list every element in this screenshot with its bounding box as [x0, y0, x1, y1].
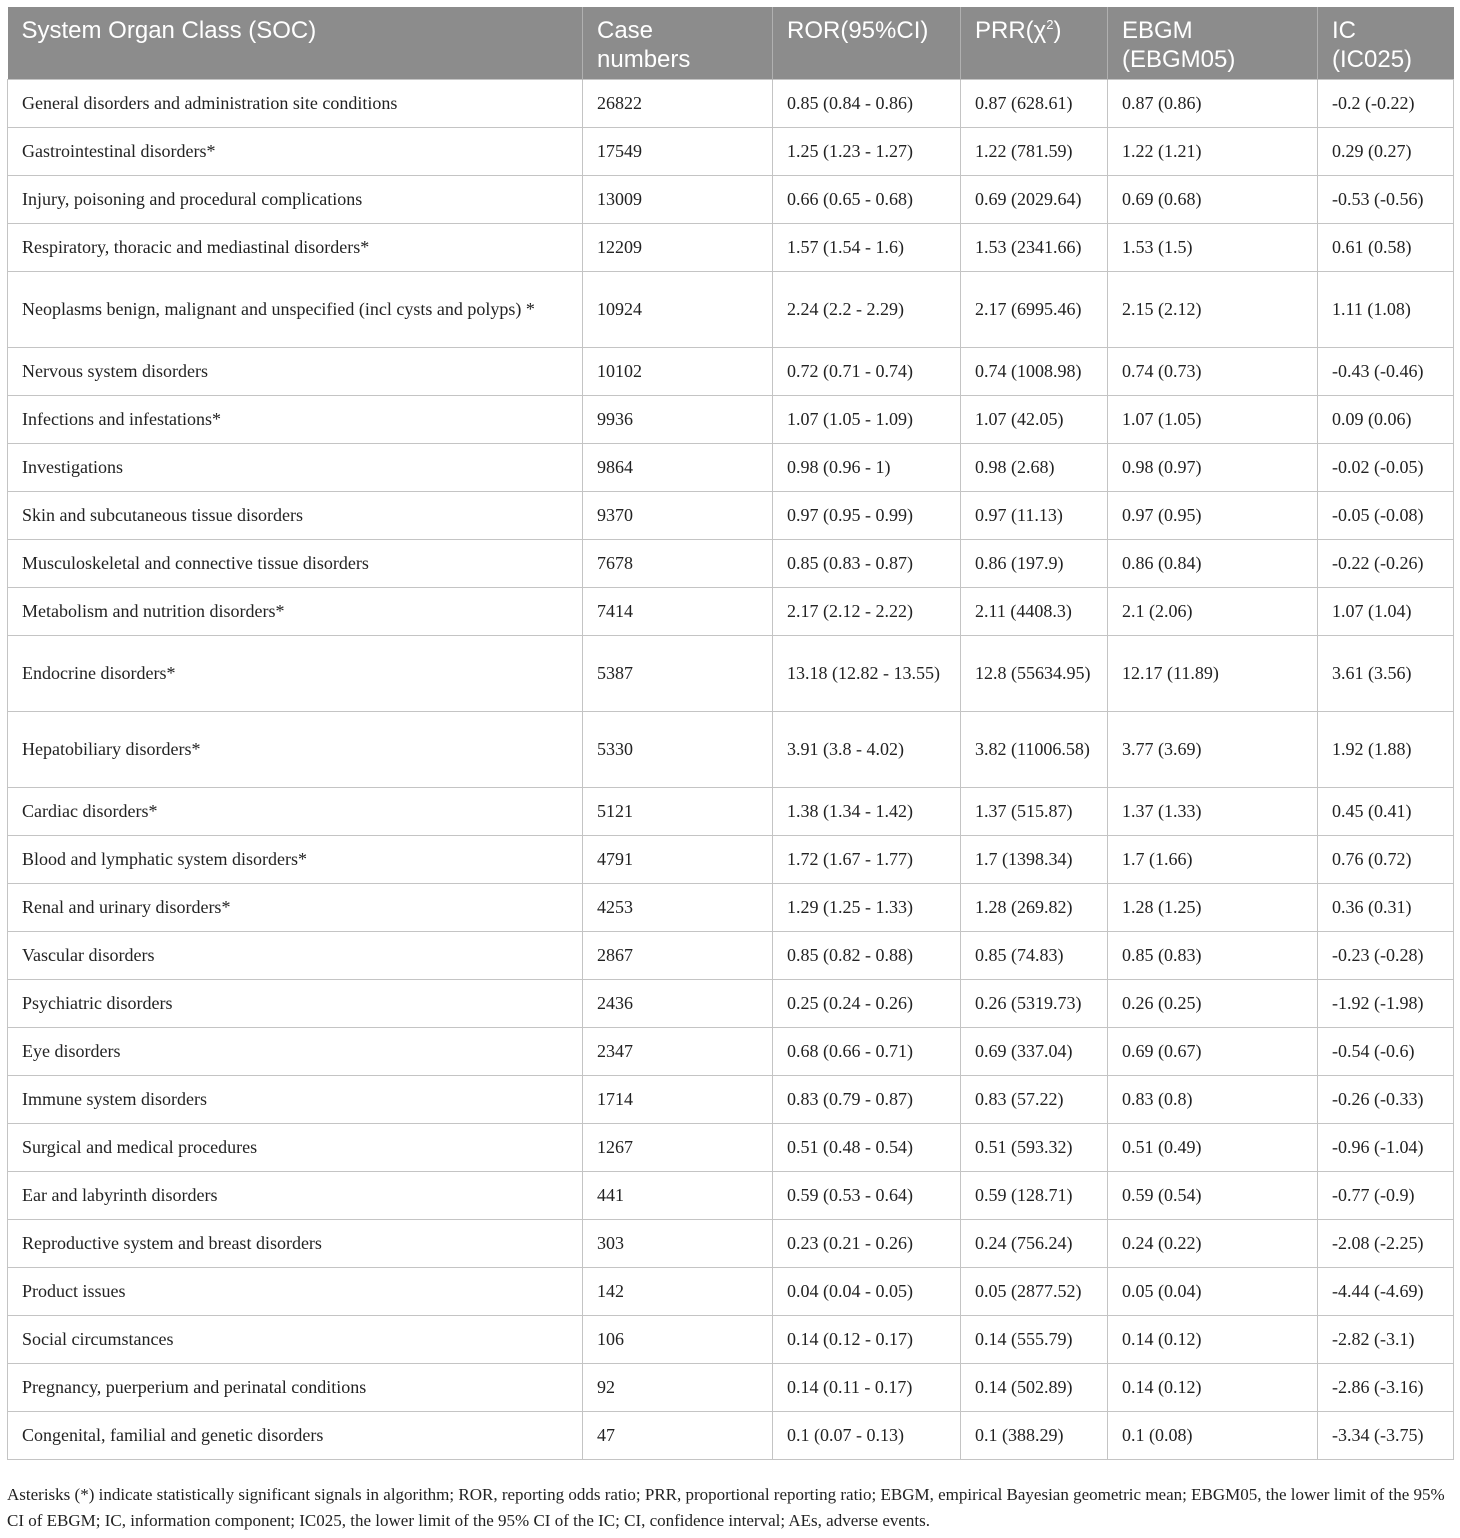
soc-cell: Congenital, familial and genetic disorders	[8, 1411, 583, 1459]
ror-cell: 0.59 (0.53 - 0.64)	[773, 1171, 961, 1219]
soc-cell: Neoplasms benign, malignant and unspecified (incl cysts and polyps) *	[8, 271, 583, 347]
prr-cell: 0.69 (337.04)	[961, 1027, 1108, 1075]
soc-cell: Product issues	[8, 1267, 583, 1315]
prr-cell: 0.98 (2.68)	[961, 443, 1108, 491]
table-row	[8, 223, 1454, 271]
table-row	[8, 1219, 1454, 1267]
table-row	[8, 883, 1454, 931]
ic-cell: 1.07 (1.04)	[1318, 587, 1454, 635]
case-count-cell: 441	[583, 1171, 773, 1219]
prr-cell: 0.24 (756.24)	[961, 1219, 1108, 1267]
table-row	[8, 587, 1454, 635]
ebgm-cell: 3.77 (3.69)	[1108, 711, 1318, 787]
prr-cell: 2.17 (6995.46)	[961, 271, 1108, 347]
soc-cell: Psychiatric disorders	[8, 979, 583, 1027]
table-row	[8, 79, 1454, 127]
soc-cell: Investigations	[8, 443, 583, 491]
table-row	[8, 711, 1454, 787]
ic-cell: 1.11 (1.08)	[1318, 271, 1454, 347]
case-count-cell: 2867	[583, 931, 773, 979]
ror-cell: 0.72 (0.71 - 0.74)	[773, 347, 961, 395]
prr-cell: 0.51 (593.32)	[961, 1123, 1108, 1171]
soc-cell: Endocrine disorders*	[8, 635, 583, 711]
case-count-cell: 9936	[583, 395, 773, 443]
case-count-cell: 26822	[583, 79, 773, 127]
table-row	[8, 931, 1454, 979]
ic-cell: -0.53 (-0.56)	[1318, 175, 1454, 223]
soc-signal-table	[7, 7, 1454, 1460]
ror-cell: 1.57 (1.54 - 1.6)	[773, 223, 961, 271]
ic-cell: 0.36 (0.31)	[1318, 883, 1454, 931]
soc-cell: Skin and subcutaneous tissue disorders	[8, 491, 583, 539]
table-row	[8, 175, 1454, 223]
case-count-cell: 9864	[583, 443, 773, 491]
prr-cell: 0.85 (74.83)	[961, 931, 1108, 979]
ic-cell: 0.09 (0.06)	[1318, 395, 1454, 443]
soc-cell: Musculoskeletal and connective tissue disorders	[8, 539, 583, 587]
case-count-cell: 4253	[583, 883, 773, 931]
soc-cell: Vascular disorders	[8, 931, 583, 979]
ebgm-cell: 0.24 (0.22)	[1108, 1219, 1318, 1267]
header-row	[8, 7, 1454, 79]
ror-cell: 0.66 (0.65 - 0.68)	[773, 175, 961, 223]
ebgm-cell: 2.1 (2.06)	[1108, 587, 1318, 635]
ebgm-cell: 0.05 (0.04)	[1108, 1267, 1318, 1315]
case-count-cell: 4791	[583, 835, 773, 883]
ror-cell: 13.18 (12.82 - 13.55)	[773, 635, 961, 711]
prr-cell: 0.87 (628.61)	[961, 79, 1108, 127]
prr-cell: 0.26 (5319.73)	[961, 979, 1108, 1027]
prr-cell: 0.1 (388.29)	[961, 1411, 1108, 1459]
ebgm-cell: 0.59 (0.54)	[1108, 1171, 1318, 1219]
ic-cell: 0.61 (0.58)	[1318, 223, 1454, 271]
ror-cell: 1.38 (1.34 - 1.42)	[773, 787, 961, 835]
case-count-cell: 5387	[583, 635, 773, 711]
ror-cell: 0.98 (0.96 - 1)	[773, 443, 961, 491]
soc-cell: Blood and lymphatic system disorders*	[8, 835, 583, 883]
ror-cell: 1.25 (1.23 - 1.27)	[773, 127, 961, 175]
table-row	[8, 1267, 1454, 1315]
table-row	[8, 1027, 1454, 1075]
prr-cell: 0.97 (11.13)	[961, 491, 1108, 539]
ebgm-cell: 1.37 (1.33)	[1108, 787, 1318, 835]
table-row	[8, 1171, 1454, 1219]
ebgm-cell: 1.7 (1.66)	[1108, 835, 1318, 883]
header-ic: IC (IC025)	[1318, 7, 1454, 79]
ic-cell: -2.82 (-3.1)	[1318, 1315, 1454, 1363]
ebgm-cell: 0.14 (0.12)	[1108, 1363, 1318, 1411]
table-row	[8, 1315, 1454, 1363]
ror-cell: 0.85 (0.82 - 0.88)	[773, 931, 961, 979]
ebgm-cell: 0.69 (0.67)	[1108, 1027, 1318, 1075]
ror-cell: 1.29 (1.25 - 1.33)	[773, 883, 961, 931]
prr-cell: 2.11 (4408.3)	[961, 587, 1108, 635]
table-row	[8, 1363, 1454, 1411]
ic-cell: -0.54 (-0.6)	[1318, 1027, 1454, 1075]
case-count-cell: 7414	[583, 587, 773, 635]
ic-cell: 0.29 (0.27)	[1318, 127, 1454, 175]
ebgm-cell: 1.22 (1.21)	[1108, 127, 1318, 175]
ic-cell: -3.34 (-3.75)	[1318, 1411, 1454, 1459]
soc-cell: Infections and infestations*	[8, 395, 583, 443]
ebgm-cell: 1.07 (1.05)	[1108, 395, 1318, 443]
soc-cell: Social circumstances	[8, 1315, 583, 1363]
table-row	[8, 1075, 1454, 1123]
ebgm-cell: 0.98 (0.97)	[1108, 443, 1318, 491]
case-count-cell: 106	[583, 1315, 773, 1363]
soc-cell: Immune system disorders	[8, 1075, 583, 1123]
table-row	[8, 1411, 1454, 1459]
ebgm-cell: 0.51 (0.49)	[1108, 1123, 1318, 1171]
ror-cell: 2.17 (2.12 - 2.22)	[773, 587, 961, 635]
ic-cell: 3.61 (3.56)	[1318, 635, 1454, 711]
case-count-cell: 5330	[583, 711, 773, 787]
soc-cell: General disorders and administration site conditions	[8, 79, 583, 127]
ror-cell: 0.14 (0.12 - 0.17)	[773, 1315, 961, 1363]
ic-cell: -2.86 (-3.16)	[1318, 1363, 1454, 1411]
table-row	[8, 491, 1454, 539]
ror-cell: 0.23 (0.21 - 0.26)	[773, 1219, 961, 1267]
ebgm-cell: 0.97 (0.95)	[1108, 491, 1318, 539]
ebgm-cell: 1.53 (1.5)	[1108, 223, 1318, 271]
prr-cell: 1.07 (42.05)	[961, 395, 1108, 443]
soc-cell: Ear and labyrinth disorders	[8, 1171, 583, 1219]
soc-cell: Nervous system disorders	[8, 347, 583, 395]
soc-cell: Respiratory, thoracic and mediastinal disorders*	[8, 223, 583, 271]
ror-cell: 0.1 (0.07 - 0.13)	[773, 1411, 961, 1459]
ror-cell: 1.07 (1.05 - 1.09)	[773, 395, 961, 443]
soc-cell: Pregnancy, puerperium and perinatal conditions	[8, 1363, 583, 1411]
table-row	[8, 127, 1454, 175]
table-body	[8, 79, 1454, 1459]
ebgm-cell: 0.85 (0.83)	[1108, 931, 1318, 979]
prr-cell: 1.22 (781.59)	[961, 127, 1108, 175]
ic-cell: -4.44 (-4.69)	[1318, 1267, 1454, 1315]
table-row	[8, 347, 1454, 395]
ebgm-cell: 0.69 (0.68)	[1108, 175, 1318, 223]
soc-table-container	[7, 7, 1453, 1460]
ror-cell: 0.85 (0.84 - 0.86)	[773, 79, 961, 127]
prr-cell: 1.53 (2341.66)	[961, 223, 1108, 271]
table-footnote: Asterisks (*) indicate statistically significant signals in algorithm; ROR, reporting odds ratio; PRR, proportional reporting ratio; EBGM, empirical Bayesian geometric mean; EBGM05, the lower limit of the 95% CI of EBGM; IC, information component; IC025, the lower limit of the 95% CI of the IC; CI, confidence interval; AEs, adverse events.	[7, 1485, 1445, 1530]
header-ror: ROR(95%CI)	[773, 7, 961, 79]
soc-cell: Hepatobiliary disorders*	[8, 711, 583, 787]
ic-cell: -0.77 (-0.9)	[1318, 1171, 1454, 1219]
ebgm-cell: 0.1 (0.08)	[1108, 1411, 1318, 1459]
header-ebgm: EBGM (EBGM05)	[1108, 7, 1318, 79]
ebgm-cell: 0.83 (0.8)	[1108, 1075, 1318, 1123]
ror-cell: 3.91 (3.8 - 4.02)	[773, 711, 961, 787]
header-prr: $PRR(\chi^2)$	[961, 7, 1108, 79]
case-count-cell: 10102	[583, 347, 773, 395]
prr-cell: 3.82 (11006.58)	[961, 711, 1108, 787]
prr-cell: 1.7 (1398.34)	[961, 835, 1108, 883]
header-soc: System Organ Class (SOC)	[8, 7, 583, 79]
prr-cell: 0.69 (2029.64)	[961, 175, 1108, 223]
prr-cell: 0.05 (2877.52)	[961, 1267, 1108, 1315]
soc-cell: Eye disorders	[8, 1027, 583, 1075]
case-count-cell: 1714	[583, 1075, 773, 1123]
table-row	[8, 443, 1454, 491]
soc-cell: Injury, poisoning and procedural complications	[8, 175, 583, 223]
soc-cell: Cardiac disorders*	[8, 787, 583, 835]
ic-cell: -2.08 (-2.25)	[1318, 1219, 1454, 1267]
ror-cell: 0.04 (0.04 - 0.05)	[773, 1267, 961, 1315]
prr-cell: 12.8 (55634.95)	[961, 635, 1108, 711]
table-row	[8, 271, 1454, 347]
ic-cell: -0.23 (-0.28)	[1318, 931, 1454, 979]
soc-cell: Reproductive system and breast disorders	[8, 1219, 583, 1267]
ebgm-cell: 1.28 (1.25)	[1108, 883, 1318, 931]
table-row	[8, 979, 1454, 1027]
ic-cell: -0.96 (-1.04)	[1318, 1123, 1454, 1171]
soc-cell: Metabolism and nutrition disorders*	[8, 587, 583, 635]
case-count-cell: 7678	[583, 539, 773, 587]
ic-cell: -0.22 (-0.26)	[1318, 539, 1454, 587]
case-count-cell: 1267	[583, 1123, 773, 1171]
ror-cell: 2.24 (2.2 - 2.29)	[773, 271, 961, 347]
table-row	[8, 539, 1454, 587]
table-row	[8, 635, 1454, 711]
soc-cell: Renal and urinary disorders*	[8, 883, 583, 931]
case-count-cell: 142	[583, 1267, 773, 1315]
ic-cell: -0.43 (-0.46)	[1318, 347, 1454, 395]
soc-cell: Gastrointestinal disorders*	[8, 127, 583, 175]
case-count-cell: 9370	[583, 491, 773, 539]
prr-cell: 0.83 (57.22)	[961, 1075, 1108, 1123]
case-count-cell: 13009	[583, 175, 773, 223]
ic-cell: -1.92 (-1.98)	[1318, 979, 1454, 1027]
case-count-cell: 12209	[583, 223, 773, 271]
ic-cell: -0.2 (-0.22)	[1318, 79, 1454, 127]
prr-cell: 0.86 (197.9)	[961, 539, 1108, 587]
ror-cell: 0.97 (0.95 - 0.99)	[773, 491, 961, 539]
ror-cell: 1.72 (1.67 - 1.77)	[773, 835, 961, 883]
ror-cell: 0.51 (0.48 - 0.54)	[773, 1123, 961, 1171]
ebgm-cell: 0.14 (0.12)	[1108, 1315, 1318, 1363]
prr-cell: 0.74 (1008.98)	[961, 347, 1108, 395]
ic-cell: 0.45 (0.41)	[1318, 787, 1454, 835]
case-count-cell: 47	[583, 1411, 773, 1459]
ic-cell: -0.02 (-0.05)	[1318, 443, 1454, 491]
ic-cell: 1.92 (1.88)	[1318, 711, 1454, 787]
case-count-cell: 17549	[583, 127, 773, 175]
case-count-cell: 92	[583, 1363, 773, 1411]
case-count-cell: 2436	[583, 979, 773, 1027]
ror-cell: 0.25 (0.24 - 0.26)	[773, 979, 961, 1027]
ror-cell: 0.83 (0.79 - 0.87)	[773, 1075, 961, 1123]
ebgm-cell: 0.26 (0.25)	[1108, 979, 1318, 1027]
soc-cell: Surgical and medical procedures	[8, 1123, 583, 1171]
ebgm-cell: 0.86 (0.84)	[1108, 539, 1318, 587]
ror-cell: 0.68 (0.66 - 0.71)	[773, 1027, 961, 1075]
ic-cell: -0.05 (-0.08)	[1318, 491, 1454, 539]
ebgm-cell: 12.17 (11.89)	[1108, 635, 1318, 711]
case-count-cell: 303	[583, 1219, 773, 1267]
ror-cell: 0.85 (0.83 - 0.87)	[773, 539, 961, 587]
ebgm-cell: 0.74 (0.73)	[1108, 347, 1318, 395]
prr-cell: 0.59 (128.71)	[961, 1171, 1108, 1219]
table-row	[8, 395, 1454, 443]
ic-cell: -0.26 (-0.33)	[1318, 1075, 1454, 1123]
prr-cell: 1.28 (269.82)	[961, 883, 1108, 931]
ebgm-cell: 2.15 (2.12)	[1108, 271, 1318, 347]
header-case-numbers: Case numbers	[583, 7, 773, 79]
ror-cell: 0.14 (0.11 - 0.17)	[773, 1363, 961, 1411]
prr-cell: 0.14 (555.79)	[961, 1315, 1108, 1363]
table-row	[8, 835, 1454, 883]
ebgm-cell: 0.87 (0.86)	[1108, 79, 1318, 127]
prr-cell: 1.37 (515.87)	[961, 787, 1108, 835]
prr-cell: 0.14 (502.89)	[961, 1363, 1108, 1411]
case-count-cell: 10924	[583, 271, 773, 347]
table-row	[8, 787, 1454, 835]
ic-cell: 0.76 (0.72)	[1318, 835, 1454, 883]
case-count-cell: 2347	[583, 1027, 773, 1075]
case-count-cell: 5121	[583, 787, 773, 835]
table-row	[8, 1123, 1454, 1171]
